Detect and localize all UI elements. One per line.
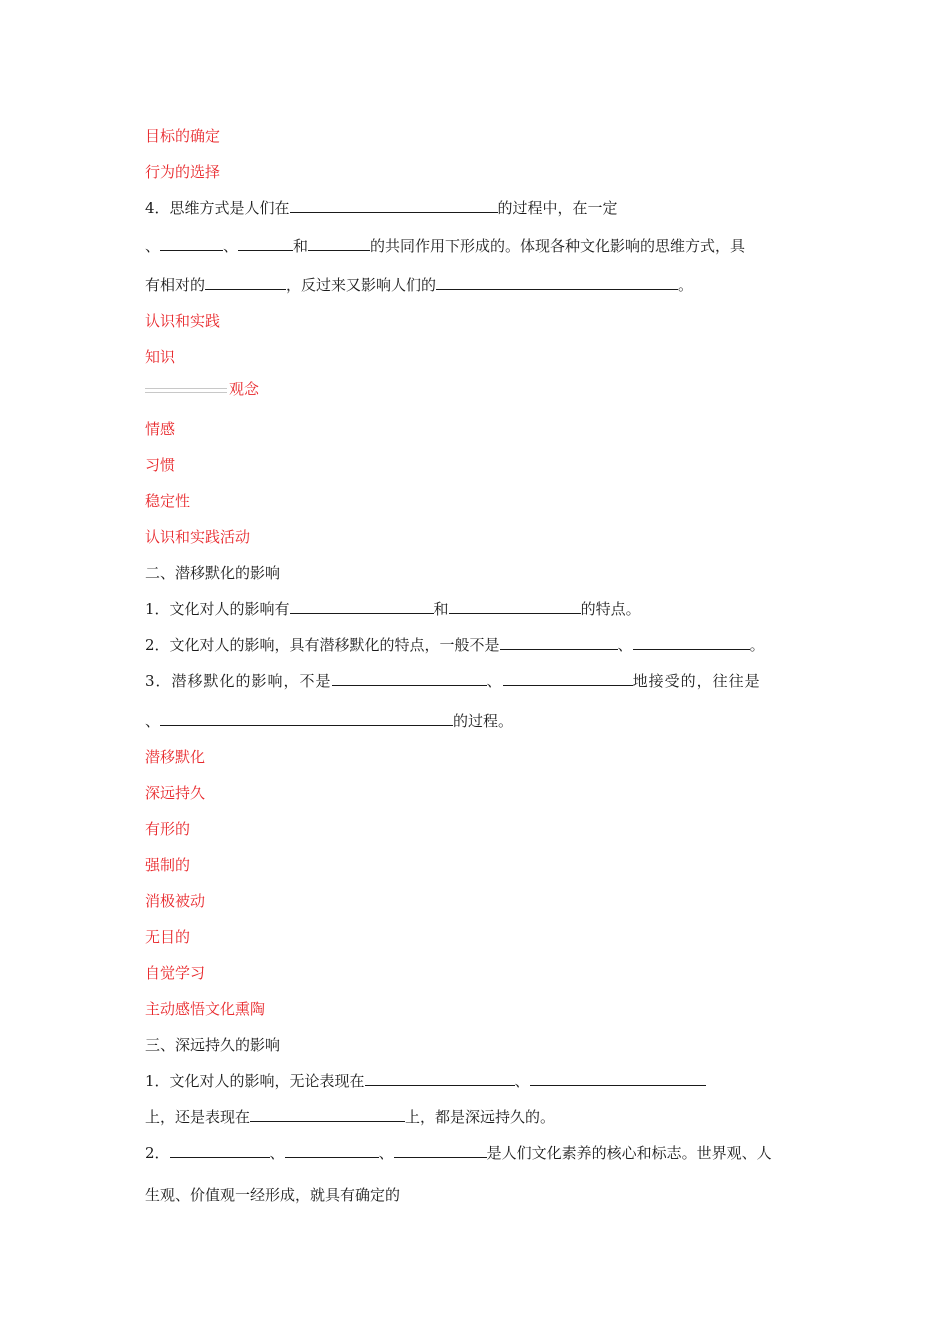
answer-emotion: 情感: [145, 420, 176, 438]
section-3-title: 三、深远持久的影响: [145, 1036, 281, 1054]
blank[interactable]: [170, 1142, 270, 1158]
answer-aimless: 无目的: [145, 928, 191, 946]
section-3-question-2: 2． 、 、 是人们文化素养的核心和标志。世界观、人: [145, 1144, 772, 1162]
question-4-line-3: 有相对的 ，反过来又影响人们的 。: [145, 276, 694, 294]
answer-tangible: 有形的: [145, 820, 191, 838]
answer-cognition-activity: 认识和实践活动: [145, 528, 251, 546]
blank[interactable]: [500, 634, 618, 650]
answer-lasting: 深远持久: [145, 784, 206, 802]
answer-habit: 习惯: [145, 456, 176, 474]
answer-behavior: 行为的选择: [145, 163, 221, 181]
answer-active-learning: 主动感悟文化熏陶: [145, 1000, 266, 1018]
blank[interactable]: [394, 1142, 487, 1158]
section-2-question-3-cont: 、 的过程。: [145, 712, 514, 730]
blank[interactable]: [285, 1142, 379, 1158]
question-4-line-1: 4．思维方式是人们在 的过程中，在一定: [145, 199, 618, 217]
answer-goal: 目标的确定: [145, 127, 221, 145]
blank[interactable]: [238, 235, 293, 251]
answer-forced: 强制的: [145, 856, 191, 874]
section-2-title: 二、潜移默化的影响: [145, 564, 281, 582]
answer-cognition-practice: 认识和实践: [145, 312, 221, 330]
blank[interactable]: [290, 197, 498, 213]
question-4-line-2: 、 、 和 的共同作用下形成的。体现各种文化影响的思维方式，具: [145, 237, 746, 255]
section-2-question-2: 2．文化对人的影响，具有潜移默化的特点，一般不是 、 。: [145, 636, 765, 654]
answer-stability: 稳定性: [145, 492, 191, 510]
blank[interactable]: [160, 710, 453, 726]
blank[interactable]: [290, 598, 434, 614]
answer-self-study: 自觉学习: [145, 964, 206, 982]
blank[interactable]: [250, 1106, 405, 1122]
section-2-question-3: 3．潜移默化的影响，不是 、 地接受的，往往是: [145, 672, 761, 690]
blank[interactable]: [503, 670, 633, 686]
blank[interactable]: [449, 598, 581, 614]
blank[interactable]: [308, 235, 370, 251]
answer-passive: 消极被动: [145, 892, 206, 910]
answer-knowledge: 知识: [145, 348, 176, 366]
blank[interactable]: [160, 235, 223, 251]
section-3-question-1-cont: 上，还是表现在 上，都是深远持久的。: [145, 1108, 556, 1126]
section-3-question-1: 1．文化对人的影响，无论表现在 、: [145, 1070, 706, 1092]
blank[interactable]: [205, 274, 286, 290]
blank[interactable]: [436, 274, 678, 290]
section-3-question-2-cont: 生观、价值观一经形成，就具有确定的: [145, 1186, 401, 1204]
blank[interactable]: [365, 1070, 515, 1086]
answer-concept: 观念: [145, 378, 259, 400]
blank[interactable]: [530, 1070, 706, 1086]
answer-subtle: 潜移默化: [145, 748, 206, 766]
blank[interactable]: [633, 634, 750, 650]
double-rule: [145, 388, 227, 393]
blank[interactable]: [332, 670, 487, 686]
section-2-question-1: 1．文化对人的影响有 和 的特点。: [145, 600, 641, 618]
